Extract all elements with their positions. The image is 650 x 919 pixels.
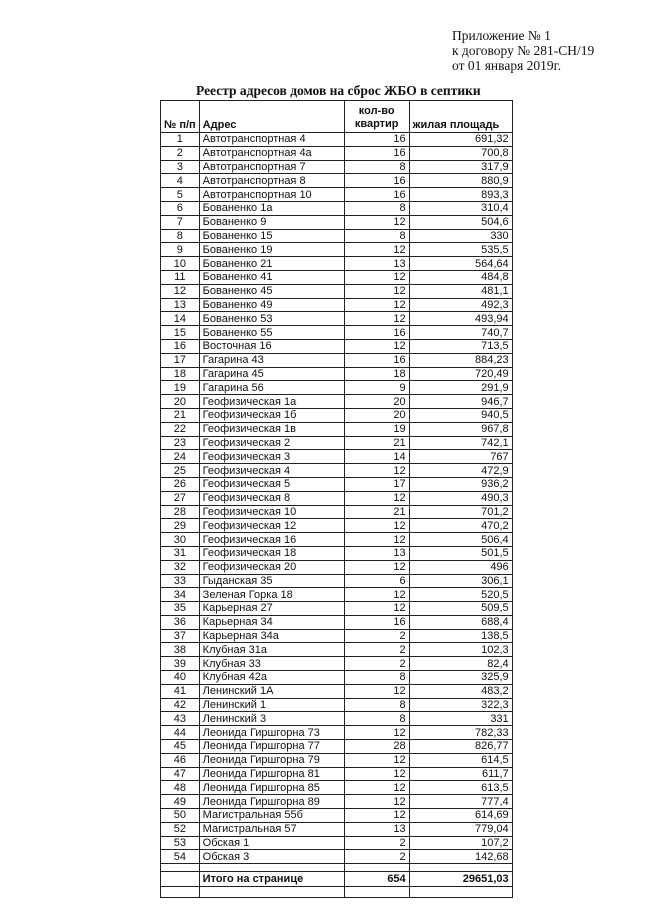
row-address: Восточная 16: [199, 339, 344, 353]
row-num: 8: [161, 229, 200, 243]
row-address: Магистральная 57: [199, 822, 344, 836]
row-area: 880,9: [409, 174, 512, 188]
row-num: 41: [161, 684, 200, 698]
row-num: 43: [161, 712, 200, 726]
row-count: 12: [344, 726, 409, 740]
table-row: [161, 822, 513, 836]
table-row: [161, 643, 513, 657]
row-address: Геофизическая 18: [199, 546, 344, 560]
table-row: [161, 436, 513, 450]
row-count: 12: [344, 602, 409, 616]
table-row: [161, 146, 513, 160]
row-area: 535,5: [409, 243, 512, 257]
row-num: 1: [161, 133, 200, 147]
spacer-row: [161, 887, 513, 898]
row-area: 317,9: [409, 160, 512, 174]
table-row: [161, 809, 513, 823]
row-num: 26: [161, 477, 200, 491]
total-area: 29651,03: [409, 872, 512, 887]
row-num: 50: [161, 809, 200, 823]
row-area: 291,9: [409, 381, 512, 395]
row-count: 28: [344, 740, 409, 754]
row-count: 21: [344, 505, 409, 519]
row-area: 470,2: [409, 519, 512, 533]
header-count-bottom: квартир: [354, 118, 399, 130]
row-area: 936,2: [409, 477, 512, 491]
row-num: 34: [161, 588, 200, 602]
row-count: 16: [344, 615, 409, 629]
table-row: [161, 188, 513, 202]
row-area: 826,77: [409, 740, 512, 754]
table-row: [161, 602, 513, 616]
row-count: 6: [344, 574, 409, 588]
row-address: Геофизическая 16: [199, 533, 344, 547]
row-count: 12: [344, 284, 409, 298]
row-num: 48: [161, 781, 200, 795]
row-num: 47: [161, 767, 200, 781]
row-count: 12: [344, 215, 409, 229]
row-area: 322,3: [409, 698, 512, 712]
row-address: Геофизическая 1б: [199, 408, 344, 422]
header-num: № п/п: [161, 101, 200, 133]
table-row: [161, 339, 513, 353]
row-area: 767: [409, 450, 512, 464]
row-address: Бованенко 19: [199, 243, 344, 257]
table-row: [161, 698, 513, 712]
row-area: 520,5: [409, 588, 512, 602]
row-area: 688,4: [409, 615, 512, 629]
row-address: Ленинский 1А: [199, 684, 344, 698]
table-row: [161, 477, 513, 491]
row-count: 8: [344, 712, 409, 726]
row-count: 13: [344, 257, 409, 271]
row-num: 2: [161, 146, 200, 160]
row-num: 12: [161, 284, 200, 298]
row-address: Обская 1: [199, 836, 344, 850]
row-count: 12: [344, 339, 409, 353]
row-address: Автотранспортная 4а: [199, 146, 344, 160]
row-count: 8: [344, 160, 409, 174]
row-area: 483,2: [409, 684, 512, 698]
row-num: 24: [161, 450, 200, 464]
row-count: 12: [344, 243, 409, 257]
row-count: 12: [344, 684, 409, 698]
row-area: 946,7: [409, 395, 512, 409]
table-row: [161, 450, 513, 464]
table-row: [161, 505, 513, 519]
row-area: 142,68: [409, 850, 512, 864]
row-count: 17: [344, 477, 409, 491]
total-count: 654: [344, 872, 409, 887]
table-row: [161, 726, 513, 740]
row-address: Леонида Гиршгорна 85: [199, 781, 344, 795]
table-row: [161, 836, 513, 850]
row-count: 20: [344, 408, 409, 422]
row-num: 29: [161, 519, 200, 533]
row-address: Гыданская 35: [199, 574, 344, 588]
row-num: 21: [161, 408, 200, 422]
appendix-line-2: к договору № 281-СН/19: [452, 43, 595, 58]
row-address: Автотранспортная 10: [199, 188, 344, 202]
row-address: Автотранспортная 4: [199, 133, 344, 147]
row-area: 472,9: [409, 464, 512, 478]
row-address: Бованенко 21: [199, 257, 344, 271]
row-num: 27: [161, 491, 200, 505]
row-count: 16: [344, 133, 409, 147]
row-area: 613,5: [409, 781, 512, 795]
row-num: 52: [161, 822, 200, 836]
row-count: 2: [344, 657, 409, 671]
row-num: 22: [161, 422, 200, 436]
row-address: Геофизическая 2: [199, 436, 344, 450]
table-row: [161, 753, 513, 767]
row-address: Геофизическая 3: [199, 450, 344, 464]
row-area: 614,69: [409, 809, 512, 823]
row-address: Геофизическая 1в: [199, 422, 344, 436]
table-row: [161, 257, 513, 271]
row-area: 481,1: [409, 284, 512, 298]
table-row: [161, 422, 513, 436]
header-count-top: кол-во: [358, 105, 395, 117]
table-row: [161, 284, 513, 298]
row-count: 16: [344, 353, 409, 367]
row-address: Геофизическая 12: [199, 519, 344, 533]
row-address: Автотранспортная 7: [199, 160, 344, 174]
row-count: 8: [344, 671, 409, 685]
row-area: 742,1: [409, 436, 512, 450]
row-count: 16: [344, 146, 409, 160]
table-row: [161, 519, 513, 533]
row-address: Бованенко 1а: [199, 201, 344, 215]
row-count: 20: [344, 395, 409, 409]
table-row: [161, 160, 513, 174]
row-count: 2: [344, 629, 409, 643]
row-area: 504,6: [409, 215, 512, 229]
row-address: Геофизическая 10: [199, 505, 344, 519]
total-row: [161, 872, 513, 887]
row-count: 12: [344, 781, 409, 795]
row-count: 12: [344, 588, 409, 602]
table-row: [161, 367, 513, 381]
row-area: 102,3: [409, 643, 512, 657]
row-area: 107,2: [409, 836, 512, 850]
row-count: 9: [344, 381, 409, 395]
row-address: Карьерная 27: [199, 602, 344, 616]
row-num: 20: [161, 395, 200, 409]
table-row: [161, 671, 513, 685]
total-label: Итого на странице: [199, 872, 344, 887]
row-count: 16: [344, 326, 409, 340]
row-count: 16: [344, 188, 409, 202]
row-count: 12: [344, 753, 409, 767]
row-address: Обская 3: [199, 850, 344, 864]
row-num: 33: [161, 574, 200, 588]
row-num: 44: [161, 726, 200, 740]
row-area: 701,2: [409, 505, 512, 519]
row-area: 777,4: [409, 795, 512, 809]
row-count: 16: [344, 174, 409, 188]
row-num: 17: [161, 353, 200, 367]
row-count: 12: [344, 464, 409, 478]
table-row: [161, 588, 513, 602]
row-address: Геофизическая 5: [199, 477, 344, 491]
row-area: 884,23: [409, 353, 512, 367]
row-num: 5: [161, 188, 200, 202]
table-row: [161, 270, 513, 284]
row-address: Карьерная 34: [199, 615, 344, 629]
row-num: 9: [161, 243, 200, 257]
row-count: 12: [344, 795, 409, 809]
row-num: 39: [161, 657, 200, 671]
row-num: 11: [161, 270, 200, 284]
row-count: 13: [344, 822, 409, 836]
table-row: [161, 215, 513, 229]
row-count: 12: [344, 533, 409, 547]
row-num: 18: [161, 367, 200, 381]
row-count: 18: [344, 367, 409, 381]
row-area: 713,5: [409, 339, 512, 353]
row-count: 19: [344, 422, 409, 436]
row-area: 740,7: [409, 326, 512, 340]
row-address: Бованенко 55: [199, 326, 344, 340]
row-num: 37: [161, 629, 200, 643]
row-count: 8: [344, 201, 409, 215]
row-address: Леонида Гиршгорна 77: [199, 740, 344, 754]
row-address: Ленинский 3: [199, 712, 344, 726]
row-count: 2: [344, 836, 409, 850]
row-address: Леонида Гиршгорна 79: [199, 753, 344, 767]
row-area: 564,64: [409, 257, 512, 271]
row-area: 720,49: [409, 367, 512, 381]
table-row: [161, 684, 513, 698]
row-area: 331: [409, 712, 512, 726]
table-row: [161, 615, 513, 629]
table-row: [161, 408, 513, 422]
row-address: Карьерная 34а: [199, 629, 344, 643]
table-row: [161, 229, 513, 243]
table-row: [161, 464, 513, 478]
row-address: Зеленая Горка 18: [199, 588, 344, 602]
row-area: 782,33: [409, 726, 512, 740]
row-num: 38: [161, 643, 200, 657]
row-num: 4: [161, 174, 200, 188]
row-num: 13: [161, 298, 200, 312]
row-address: Клубная 33: [199, 657, 344, 671]
table-row: [161, 767, 513, 781]
row-num: 14: [161, 312, 200, 326]
row-area: 893,3: [409, 188, 512, 202]
row-num: 30: [161, 533, 200, 547]
row-num: 23: [161, 436, 200, 450]
table-row: [161, 574, 513, 588]
row-area: 967,8: [409, 422, 512, 436]
row-num: 28: [161, 505, 200, 519]
row-area: 501,5: [409, 546, 512, 560]
row-num: 40: [161, 671, 200, 685]
row-address: Леонида Гиршгорна 89: [199, 795, 344, 809]
row-count: 13: [344, 546, 409, 560]
row-area: 138,5: [409, 629, 512, 643]
document-title: Реестр адресов домов на сброс ЖБО в септики: [196, 83, 481, 98]
row-count: 12: [344, 809, 409, 823]
row-area: 82,4: [409, 657, 512, 671]
row-address: Гагарина 56: [199, 381, 344, 395]
row-address: Ленинский 1: [199, 698, 344, 712]
row-area: 490,3: [409, 491, 512, 505]
row-area: 509,5: [409, 602, 512, 616]
row-address: Магистральная 55б: [199, 809, 344, 823]
table-row: [161, 381, 513, 395]
table-row: [161, 133, 513, 147]
header-area: жилая площадь: [409, 101, 512, 133]
row-area: 325,9: [409, 671, 512, 685]
row-area: 330: [409, 229, 512, 243]
row-count: 8: [344, 698, 409, 712]
row-num: 32: [161, 560, 200, 574]
registry-table: [160, 100, 513, 898]
row-address: Бованенко 49: [199, 298, 344, 312]
row-address: Бованенко 45: [199, 284, 344, 298]
row-address: Бованенко 53: [199, 312, 344, 326]
table-row: [161, 629, 513, 643]
row-num: 54: [161, 850, 200, 864]
row-area: 700,8: [409, 146, 512, 160]
row-num: 31: [161, 546, 200, 560]
row-num: 16: [161, 339, 200, 353]
row-count: 12: [344, 298, 409, 312]
row-count: 12: [344, 270, 409, 284]
appendix-line-3: от 01 января 2019г.: [452, 58, 562, 73]
row-address: Клубная 31а: [199, 643, 344, 657]
table-row: [161, 201, 513, 215]
row-address: Бованенко 9: [199, 215, 344, 229]
row-address: Бованенко 15: [199, 229, 344, 243]
table-row: [161, 326, 513, 340]
row-address: Геофизическая 4: [199, 464, 344, 478]
table-row: [161, 243, 513, 257]
row-num: 35: [161, 602, 200, 616]
table-row: [161, 312, 513, 326]
row-count: 21: [344, 436, 409, 450]
row-address: Геофизическая 1а: [199, 395, 344, 409]
spacer-row: [161, 864, 513, 872]
header-address: Адрес: [199, 101, 344, 133]
row-area: 492,3: [409, 298, 512, 312]
row-num: 10: [161, 257, 200, 271]
row-num: 25: [161, 464, 200, 478]
row-num: 3: [161, 160, 200, 174]
row-count: 12: [344, 767, 409, 781]
row-area: 310,4: [409, 201, 512, 215]
row-num: 49: [161, 795, 200, 809]
row-area: 940,5: [409, 408, 512, 422]
row-num: 45: [161, 740, 200, 754]
row-count: 2: [344, 850, 409, 864]
table-row: [161, 546, 513, 560]
table-row: [161, 533, 513, 547]
row-count: 12: [344, 519, 409, 533]
row-address: Леонида Гиршгорна 81: [199, 767, 344, 781]
row-area: 779,04: [409, 822, 512, 836]
table-row: [161, 795, 513, 809]
row-num: 6: [161, 201, 200, 215]
row-num: 53: [161, 836, 200, 850]
row-count: 8: [344, 229, 409, 243]
row-num: 46: [161, 753, 200, 767]
row-num: 15: [161, 326, 200, 340]
row-count: 12: [344, 491, 409, 505]
row-area: 506,4: [409, 533, 512, 547]
table-row: [161, 491, 513, 505]
row-num: 7: [161, 215, 200, 229]
row-area: 306,1: [409, 574, 512, 588]
table-row: [161, 174, 513, 188]
table-body: [161, 133, 513, 864]
row-address: Клубная 42а: [199, 671, 344, 685]
row-num: 36: [161, 615, 200, 629]
row-count: 12: [344, 312, 409, 326]
row-count: 14: [344, 450, 409, 464]
row-address: Бованенко 41: [199, 270, 344, 284]
row-area: 611,7: [409, 767, 512, 781]
row-address: Геофизическая 20: [199, 560, 344, 574]
table-header-row: [161, 101, 513, 133]
table-row: [161, 781, 513, 795]
row-num: 19: [161, 381, 200, 395]
table-row: [161, 560, 513, 574]
row-address: Гагарина 45: [199, 367, 344, 381]
row-address: Леонида Гиршгорна 73: [199, 726, 344, 740]
row-count: 12: [344, 560, 409, 574]
row-address: Автотранспортная 8: [199, 174, 344, 188]
row-area: 493,94: [409, 312, 512, 326]
row-address: Гагарина 43: [199, 353, 344, 367]
row-area: 484,8: [409, 270, 512, 284]
row-area: 691,32: [409, 133, 512, 147]
row-count: 2: [344, 643, 409, 657]
table-row: [161, 298, 513, 312]
table-row: [161, 740, 513, 754]
row-address: Геофизическая 8: [199, 491, 344, 505]
appendix-line-1: Приложение № 1: [452, 28, 551, 43]
row-area: 614,5: [409, 753, 512, 767]
table-row: [161, 395, 513, 409]
table-row: [161, 850, 513, 864]
row-area: 496: [409, 560, 512, 574]
header-count: [344, 101, 409, 133]
table-row: [161, 712, 513, 726]
appendix-header: [452, 28, 594, 73]
table-row: [161, 353, 513, 367]
row-num: 42: [161, 698, 200, 712]
table-row: [161, 657, 513, 671]
